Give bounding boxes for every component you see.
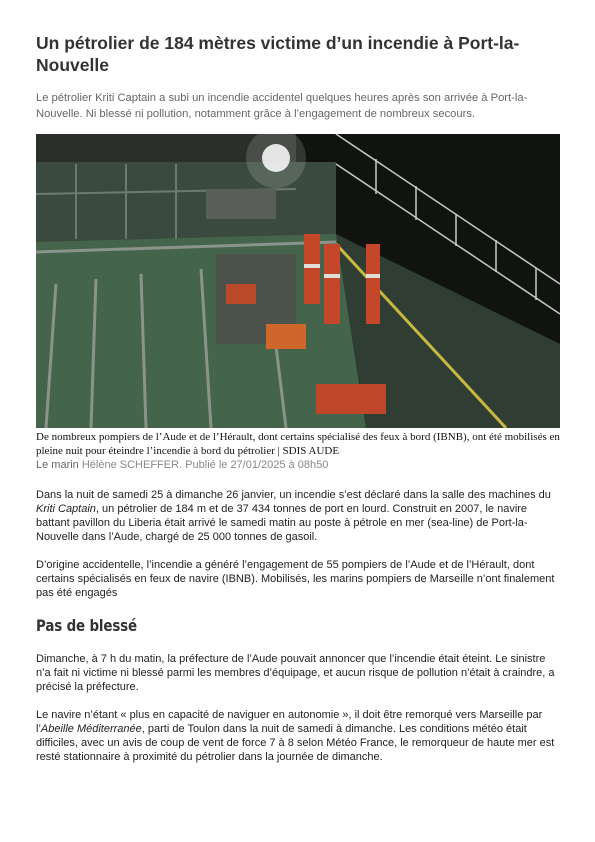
paragraph-4-text-b: , parti de Toulon dans la nuit de samedi à dimanche. Les conditions météo était difficiles, avec un avis de coup de vent de force 7 à 8 selon Météo France, le remorqueur de haute mer est resté stationnaire à proximité du pétrolier dans la journée de dimanche. bbox=[36, 723, 555, 763]
byline-date: Publié le 27/01/2025 à 08h50 bbox=[185, 459, 329, 471]
paragraph-1-text-a: Dans la nuit de samedi 25 à dimanche 26 janvier, un incendie s’est déclaré dans la salle des machines du bbox=[36, 489, 551, 501]
paragraph-4 bbox=[36, 708, 560, 764]
article-title: Un pétrolier de 184 mètres victime d’un incendie à Port-la-Nouvelle bbox=[36, 33, 520, 75]
photo-caption: De nombreux pompiers de l’Aude et de l’Hérault, dont certains spécialisé des feux à bord (IBNB), ont été mobilisés en pleine nuit pour éteindre l’incendie à bord du pétrolier | SDIS AUDE bbox=[36, 431, 560, 457]
paragraph-1 bbox=[36, 488, 560, 544]
paragraph-2: D’origine accidentelle, l’incendie a généré l’engagement de 55 pompiers de l’Aude et de l’Hérault, dont certains spécialisés en feux de navire (IBNB). Mobilisés, les marins pompiers de Marseille n’ont finalement pas été engagés bbox=[36, 559, 555, 599]
tug-name: Abeille Méditerranée bbox=[40, 723, 142, 735]
article-lede: Le pétrolier Kriti Captain a subi un incendie accidentel quelques heures après son arrivée à Port-la-Nouvelle. Ni blessé ni pollution, notamment grâce à l’engagement de nombreux secours. bbox=[36, 92, 528, 120]
byline-source[interactable]: Le marin bbox=[36, 459, 79, 471]
article-photo bbox=[36, 134, 560, 428]
tanker-deck-night-photo bbox=[36, 134, 560, 428]
byline bbox=[36, 458, 560, 472]
paragraph-1-text-b: , un pétrolier de 184 m et de 37 434 tonnes de port en lourd. Construit en 2007, le navire battant pavillon du Liberia était arrivé le samedi matin au poste à pétrole en mer (sea-line) de Port-la-Nouvelle dans l’Aude, chargé de 25 000 tonnes de gasoil. bbox=[36, 503, 528, 543]
byline-author: Hélène SCHEFFER. bbox=[81, 459, 183, 471]
article-body bbox=[36, 488, 560, 764]
section-heading: Pas de blessé bbox=[36, 616, 137, 635]
ship-name: Kriti Captain bbox=[36, 503, 96, 515]
article bbox=[36, 32, 560, 764]
paragraph-3: Dimanche, à 7 h du matin, la préfecture de l’Aude pouvait annoncer que l’incendie était éteint. Le sinistre n’a fait ni victime ni blessé parmi les membres d’équipage, et aucun risque de pollution n’était à craindre, a précisé la préfecture. bbox=[36, 653, 555, 693]
paragraph-4-text-a: Le navire n’étant « plus en capacité de naviguer en autonomie », il doit être remorqué vers Marseille par l’ bbox=[36, 709, 543, 735]
